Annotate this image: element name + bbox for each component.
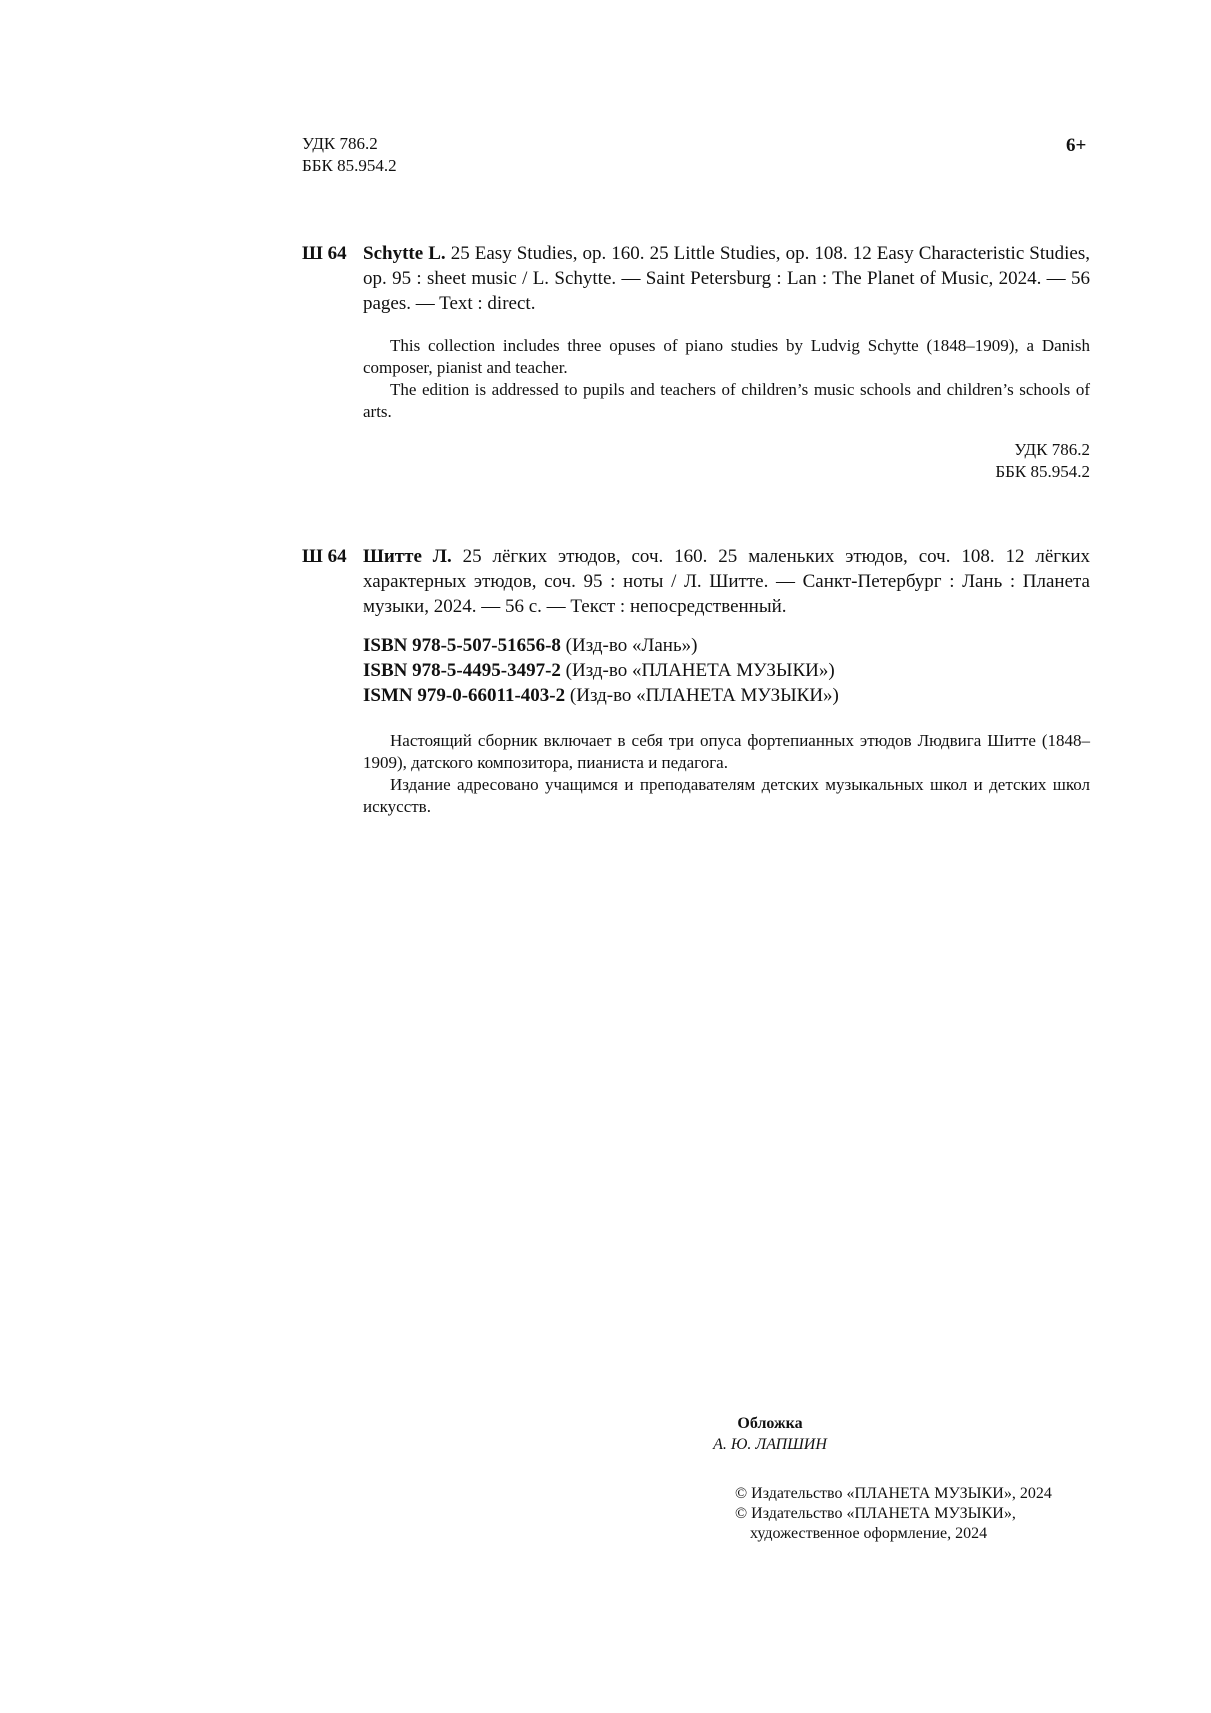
russian-annotation bbox=[363, 730, 1090, 818]
cover-title: Обложка bbox=[737, 1415, 803, 1432]
russian-record-entry bbox=[363, 544, 1090, 619]
english-record bbox=[302, 241, 1090, 483]
russian-record-code: Ш 64 bbox=[302, 546, 347, 567]
identifier-row bbox=[363, 683, 1090, 708]
ismn-planet-publisher: (Изд-во «ПЛАНЕТА МУЗЫКИ») bbox=[569, 685, 839, 706]
english-annotation-2: The edition is addressed to pupils and teachers of children’s music schools and children’s schools of arts. bbox=[363, 380, 1090, 421]
english-classification bbox=[302, 439, 1090, 483]
identifier-row bbox=[363, 658, 1090, 683]
english-annotation-1: This collection includes three opuses of piano studies by Ludvig Schytte (1848–1909), a Danish composer, pianist and teacher. bbox=[363, 336, 1090, 377]
cover-designer: А. Ю. ЛАПШИН bbox=[713, 1436, 827, 1453]
top-bbk: ББК 85.954.2 bbox=[302, 156, 397, 175]
isbn-planet-publisher: (Изд-во «ПЛАНЕТА МУЗЫКИ») bbox=[565, 660, 835, 681]
russian-annotation-1: Настоящий сборник включает в себя три опуса фортепианных этюдов Людвига Шитте (1848–1909), датского композитора, пианиста и педагога. bbox=[363, 731, 1090, 772]
english-author: Schytte L. bbox=[363, 243, 446, 264]
russian-annotation-2: Издание адресовано учащимся и преподавателям детских музыкальных школ и детских школ искусств. bbox=[363, 775, 1090, 816]
identifier-list bbox=[363, 633, 1090, 708]
english-udk: УДК 786.2 bbox=[1014, 440, 1090, 459]
copyright-line-2: © Издательство «ПЛАНЕТА МУЗЫКИ», bbox=[735, 1505, 1016, 1522]
isbn-planet: ISBN 978-5-4495-3497-2 bbox=[363, 660, 561, 681]
copyright-line-1: © Издательство «ПЛАНЕТА МУЗЫКИ», 2024 bbox=[735, 1485, 1052, 1502]
top-classification bbox=[302, 133, 397, 177]
english-description: 25 Easy Studies, op. 160. 25 Little Studies, op. 108. 12 Easy Characteristic Studies, op. 95 : sheet music / L. Schytte. — Saint Petersburg : Lan : The Planet of Music, 2024. — 56 pages. — Text : direct. bbox=[363, 243, 1091, 314]
cover-credit bbox=[640, 1413, 900, 1455]
russian-description: 25 лёгких этюдов, соч. 160. 25 маленьких этюдов, соч. 108. 12 лёгких характерных этюдов, соч. 95 : ноты / Л. Шитте. — Санкт-Петербург : Лань : Планета музыки, 2024. — 56 с. — Текст : непосредственный. bbox=[363, 546, 1090, 617]
russian-record bbox=[302, 544, 1090, 818]
english-record-entry bbox=[363, 241, 1090, 316]
isbn-lan: ISBN 978-5-507-51656-8 bbox=[363, 635, 561, 656]
english-bbk: ББК 85.954.2 bbox=[995, 462, 1090, 481]
top-udk: УДК 786.2 bbox=[302, 134, 378, 153]
copyright-notice bbox=[735, 1484, 1052, 1544]
english-annotation bbox=[363, 335, 1090, 423]
russian-author: Шитте Л. bbox=[363, 546, 452, 567]
identifier-row bbox=[363, 633, 1090, 658]
english-record-code: Ш 64 bbox=[302, 243, 347, 264]
age-rating: 6+ bbox=[1066, 135, 1087, 156]
isbn-lan-publisher: (Изд-во «Лань») bbox=[565, 635, 698, 656]
ismn-planet: ISMN 979-0-66011-403-2 bbox=[363, 685, 566, 706]
copyright-line-3: художественное оформление, 2024 bbox=[750, 1525, 988, 1542]
